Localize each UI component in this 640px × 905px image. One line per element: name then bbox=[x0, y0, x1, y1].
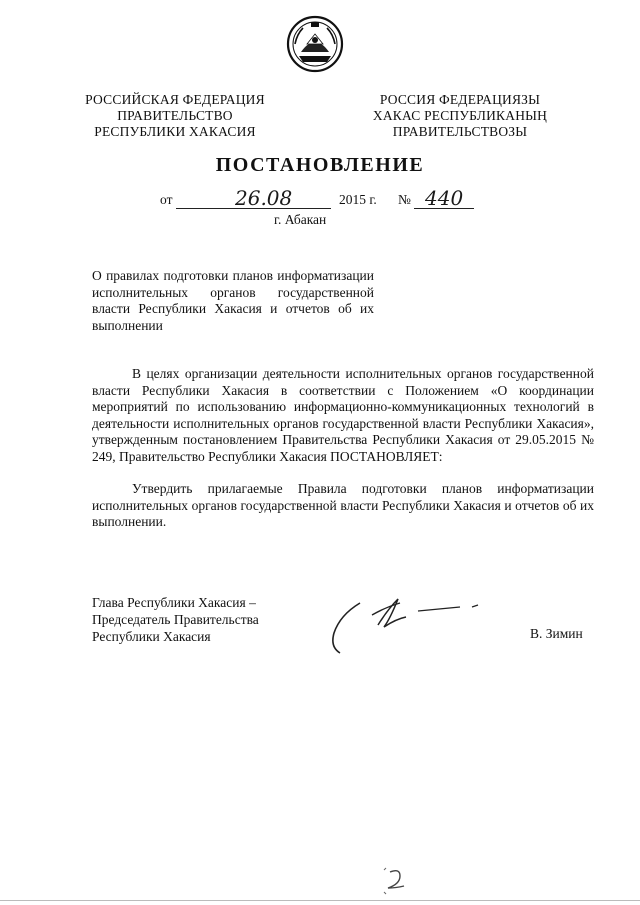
body-paragraph-1: В целях организации деятельности исполнительных органов государственной власти Республики Хакасия в соответствии с Положением «О координации мероприятий по использованию информационно-коммуникационных технологий в деятельности исполнительных органов государственной власти Республики Хакасия», утвержденным постановлением Правительства Республики Хакасия от 29.05.2015 № 249, Правительство Республики Хакасия ПОСТАНОВЛЯЕТ: bbox=[92, 366, 594, 464]
page-bottom-edge bbox=[0, 900, 640, 901]
header-right-line-3: ПРАВИТЕЛЬСТВОЗЫ bbox=[392, 124, 528, 139]
header-left-line-2: ПРАВИТЕЛЬСТВО bbox=[117, 108, 233, 123]
signatory-position bbox=[92, 594, 259, 645]
document-subject: О правилах подготовки планов информатизации исполнительных органов государственной власти Республики Хакасия и отчетов об их выполнении bbox=[92, 268, 374, 333]
header-right-line-1: РОССИЯ ФЕДЕРАЦИЯЗЫ bbox=[379, 92, 541, 107]
body-paragraph-2: Утвердить прилагаемые Правила подготовки планов информатизации исполнительных органов государственной власти Республики Хакасия и отчетов об их выполнении. bbox=[92, 481, 594, 529]
document-title: ПОСТАНОВЛЕНИЕ bbox=[215, 154, 425, 176]
signatory-position-line-3: Республики Хакасия bbox=[92, 629, 211, 644]
number-handwritten: 440 bbox=[425, 186, 464, 210]
signatory-position-line-1: Глава Республики Хакасия – bbox=[92, 595, 256, 610]
signatory-name: В. Зимин bbox=[530, 626, 583, 641]
signatory-position-line-2: Председатель Правительства bbox=[92, 612, 259, 627]
document-city: г. Абакан bbox=[274, 212, 327, 227]
header-russian bbox=[70, 92, 280, 140]
header-right-line-2: ХАКАС РЕСПУБЛИКАНЫҢ bbox=[372, 108, 548, 123]
document-year: 2015 г. bbox=[339, 192, 377, 207]
handwritten-signature bbox=[320, 585, 495, 665]
handwritten-page-mark bbox=[382, 866, 410, 896]
header-left-line-1: РОССИЙСКАЯ ФЕДЕРАЦИЯ bbox=[85, 92, 265, 107]
number-sign: № bbox=[398, 192, 411, 207]
date-handwritten: 26.08 bbox=[235, 186, 293, 210]
header-left-line-3: РЕСПУБЛИКИ ХАКАСИЯ bbox=[94, 124, 256, 139]
coat-of-arms-icon bbox=[285, 14, 345, 74]
header-khakas bbox=[345, 92, 575, 140]
date-prefix: от bbox=[160, 192, 173, 207]
